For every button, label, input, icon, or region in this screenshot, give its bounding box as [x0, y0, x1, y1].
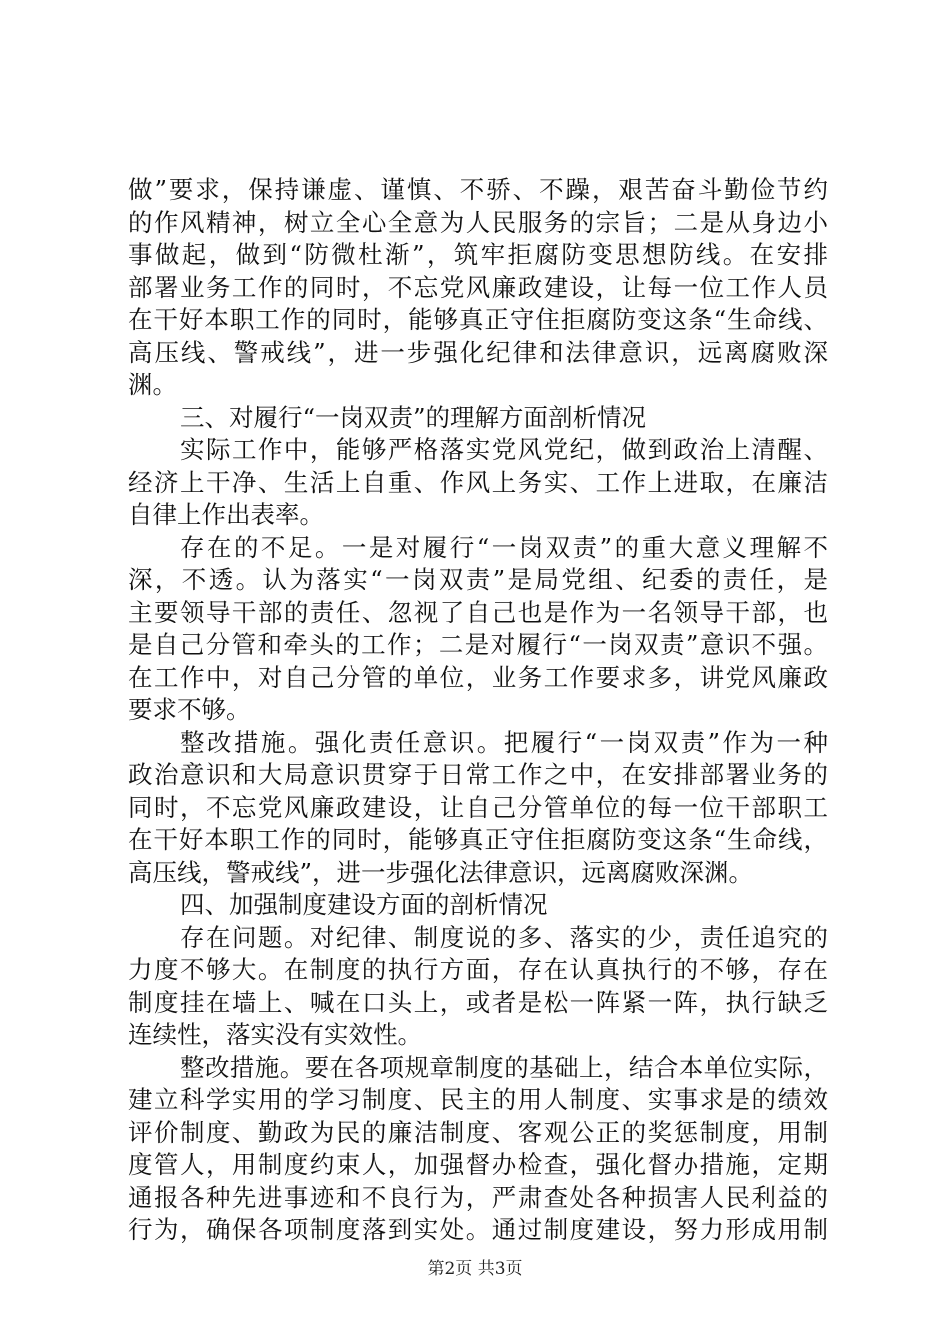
text-line: 政治意识和大局意识贯穿于日常工作之中，在安排部署业务的 [128, 760, 828, 789]
text-line: 事做起，做到“防微杜渐”，筑牢拒腐防变思想防线。在安排 [128, 240, 828, 269]
text-line: 行为，确保各项制度落到实处。通过制度建设，努力形成用制 [128, 1215, 828, 1244]
text-line: 评价制度、勤政为民的廉洁制度、客观公正的奖惩制度，用制 [128, 1117, 828, 1147]
text-line: 经济上干净、生活上自重、作风上务实、工作上进取，在廉洁 [128, 467, 828, 497]
text-line: 高压线、警戒线”，进一步强化纪律和法律意识，远离腐败深 [128, 337, 828, 367]
document-body [128, 174, 828, 1247]
text-line: 渊。 [128, 370, 177, 399]
text-line: 在干好本职工作的同时，能够真正守住拒腐防变这条“生命线， [128, 825, 828, 854]
text-line: 部署业务工作的同时，不忘党风廉政建设，让每一位工作人员 [128, 272, 828, 302]
text-line: 自律上作出表率。 [128, 500, 324, 529]
text-line: 主要领导干部的责任、忽视了自己也是作为一名领导干部，也 [128, 597, 828, 627]
text-line: 度管人，用制度约束人，加强督办检查，强化督办措施，定期 [128, 1150, 828, 1179]
text-line: 连续性，落实没有实效性。 [128, 1020, 422, 1049]
text-line: 存在的不足。一是对履行“一岗双责”的重大意义理解不 [180, 532, 828, 562]
text-line: 同时，不忘党风廉政建设，让自己分管单位的每一位干部职工 [128, 792, 828, 822]
text-line: 三、对履行“一岗双责”的理解方面剖析情况 [180, 402, 647, 432]
text-line: 力度不够大。在制度的执行方面，存在认真执行的不够，存在 [128, 955, 828, 984]
page-footer: 第2页 共3页 [427, 1259, 523, 1279]
text-line: 整改措施。要在各项规章制度的基础上，结合本单位实际， [180, 1052, 828, 1082]
text-line: 存在问题。对纪律、制度说的多、落实的少，责任追究的 [180, 922, 828, 952]
text-line: 深，不透。认为落实“一岗双责”是局党组、纪委的责任，是 [128, 565, 828, 594]
text-line: 做”要求，保持谦虚、谨慎、不骄、不躁，艰苦奋斗勤俭节约 [128, 175, 828, 204]
text-line: 在干好本职工作的同时，能够真正守住拒腐防变这条“生命线、 [128, 305, 828, 334]
text-line: 整改措施。强化责任意识。把履行“一岗双责”作为一种 [180, 727, 828, 757]
text-line: 要求不够。 [128, 695, 251, 724]
text-line: 高压线，警戒线”，进一步强化法律意识，远离腐败深渊。 [128, 857, 754, 887]
text-line: 在工作中，对自己分管的单位，业务工作要求多，讲党风廉政 [128, 662, 828, 692]
text-line: 四、加强制度建设方面的剖析情况 [180, 890, 548, 919]
text-line: 是自己分管和牵头的工作；二是对履行“一岗双责”意识不强。 [128, 630, 828, 659]
text-line: 制度挂在墙上、喊在口头上，或者是松一阵紧一阵，执行缺乏 [128, 987, 828, 1017]
text-line: 实际工作中，能够严格落实党风党纪，做到政治上清醒、 [180, 435, 828, 464]
text-line: 通报各种先进事迹和不良行为，严肃查处各种损害人民利益的 [128, 1182, 828, 1212]
text-line: 的作风精神，树立全心全意为人民服务的宗旨；二是从身边小 [128, 207, 828, 237]
text-line: 建立科学实用的学习制度、民主的用人制度、实事求是的绩效 [128, 1085, 828, 1114]
